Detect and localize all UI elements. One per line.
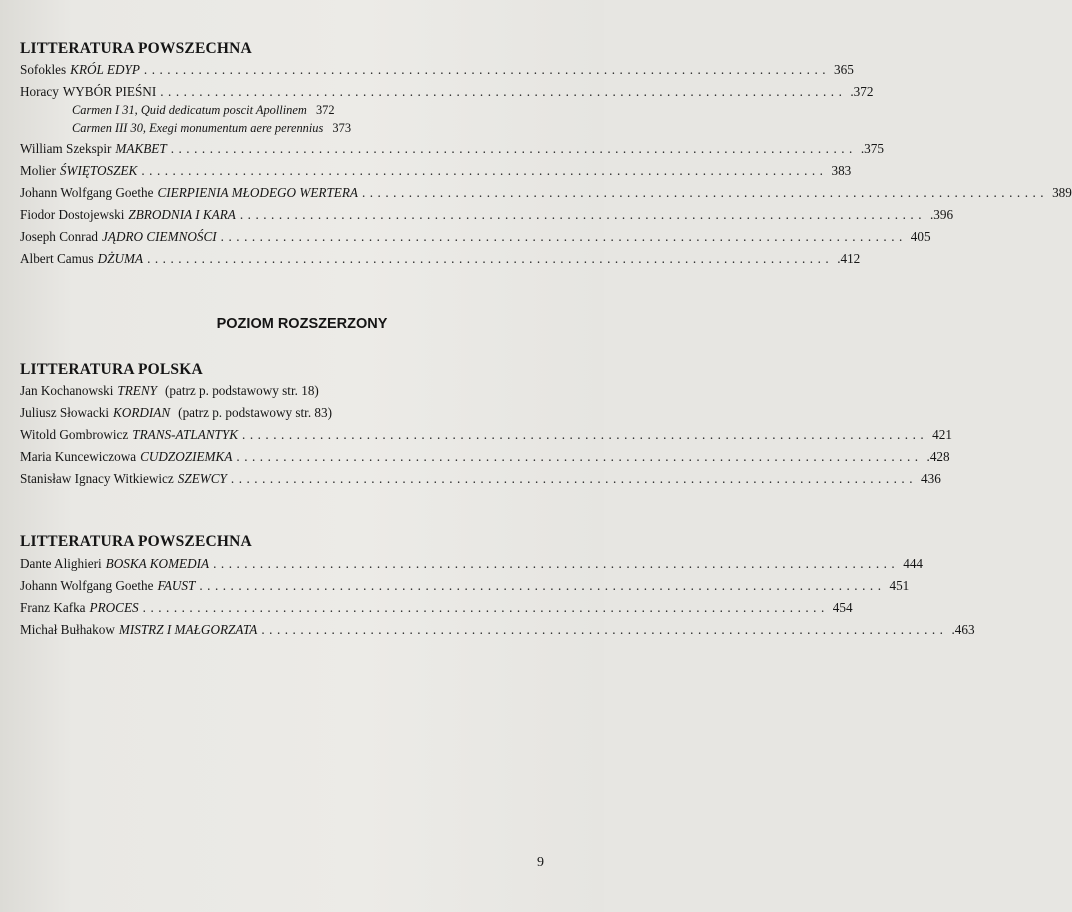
entry-author: Michał Bułhakow [20,622,115,637]
entry-page: 454 [832,600,853,615]
entry-page: 389 [1052,185,1072,200]
subentry-page: 372 [315,103,335,117]
dot-leader: ........................................................................................ [261,622,948,637]
toc-entry [20,383,543,403]
toc-subentry [72,103,335,118]
page-number: 9 [537,855,544,870]
toc-entry [20,405,543,425]
toc-entry [20,62,854,82]
entry-title: MAKBET [115,141,167,156]
dot-leader: ........................................................................................ [170,141,857,156]
toc-subentry [72,121,351,136]
entry-title: TRANS-ATLANTYK [132,427,239,442]
entry-author: Juliusz Słowacki [20,405,110,420]
entry-author: Witold Gombrowicz [20,427,129,442]
entry-page: .428 [926,449,950,464]
toc-entry [20,141,884,161]
toc-entry [20,427,952,447]
entry-author: Horacy [20,84,59,99]
entry-page: 451 [889,578,910,593]
entry-author: William Szekspir [20,141,112,156]
subentry-page: 373 [332,121,352,135]
dot-leader: ........................................................................................ [143,62,831,77]
section-heading-world-literature-extended: LITTERATURA POWSZECHNA [20,533,252,550]
entry-title: JĄDRO CIEMNOŚCI [102,229,217,244]
entry-reference-note: (patrz p. podstawowy str. 18) [164,383,319,398]
subentry-title: Carmen III 30, Exegi monumentum aere perennius [72,121,324,135]
dot-leader: ........................................................................................ [199,578,886,593]
toc-entry [20,163,852,183]
entry-page: .372 [850,84,874,99]
entry-title: FAUST [157,578,196,593]
entry-page: 444 [903,556,923,571]
dot-leader: ........................................................................................ [361,185,1049,200]
entry-title: CIERPIENIA MŁODEGO WERTERA [157,185,358,200]
entry-title: ŚWIĘTOSZEK [59,163,138,178]
section-heading-polish-literature: LITTERATURA POLSKA [20,361,203,378]
entry-title: MISTRZ I MAŁGORZATA [118,622,258,637]
toc-entry [20,449,950,469]
entry-title: CUDZOZIEMKA [140,449,233,464]
entry-title: KRÓL EDYP [70,62,140,77]
subentry-title: Carmen I 31, Quid dedicatum poscit Apollinem [72,103,307,117]
entry-author: Johann Wolfgang Goethe [20,578,154,593]
entry-page: .463 [951,622,975,637]
dot-leader: ........................................................................................ [220,229,907,244]
toc-entry [20,251,861,271]
entry-author: Johann Wolfgang Goethe [20,185,154,200]
entry-author: Dante Alighieri [20,556,102,571]
entry-author: Franz Kafka [20,600,86,615]
dot-leader: ........................................................................................ [230,471,918,486]
entry-title: WYBÓR PIEŚNI [62,84,157,99]
dot-leader: ........................................................................................ [239,207,926,222]
entry-page: 421 [932,427,952,442]
entry-author: Albert Camus [20,251,94,266]
entry-author: Fiodor Dostojewski [20,207,125,222]
dot-leader: ........................................................................................ [142,600,829,615]
toc-entry [20,578,910,598]
entry-page: .396 [929,207,954,222]
dot-leader: ........................................................................................ [213,556,900,571]
entry-author: Maria Kuncewiczowa [20,449,137,464]
entry-page: .375 [860,141,884,156]
entry-page: 436 [921,471,941,486]
entry-author: Sofokles [20,62,67,77]
toc-entry [20,185,1072,205]
dot-leader: ........................................................................................ [160,84,847,99]
toc-entry [20,471,941,491]
section-heading-world-literature: LITTERATURA POWSZECHNA [20,40,252,57]
toc-entry [20,556,923,576]
toc-entry [20,600,853,620]
entry-author: Molier [20,163,56,178]
entry-author: Stanisław Ignacy Witkiewicz [20,471,174,486]
entry-page: 405 [910,229,931,244]
dot-leader: ........................................................................................ [147,251,834,266]
level-heading-extended: POZIOM ROZSZERZONY [216,316,388,332]
entry-page: 365 [834,62,854,77]
dot-leader: ........................................................................................ [242,427,929,442]
dot-leader: ........................................................................................ [141,163,828,178]
toc-entry [20,84,874,104]
entry-title: DŻUMA [97,251,144,266]
entry-title: SZEWCY [177,471,227,486]
entry-reference-note: (patrz p. podstawowy str. 83) [178,405,332,420]
entry-author: Jan Kochanowski [20,383,114,398]
entry-title: BOSKA KOMEDIA [105,556,210,571]
entry-title: TRENY [117,383,157,398]
toc-entry [20,229,931,249]
entry-page: .412 [837,251,861,266]
dot-leader: ........................................................................................ [236,449,923,464]
toc-entry [20,207,954,227]
entry-title: PROCES [89,600,139,615]
entry-title: KORDIAN [113,405,171,420]
entry-page: 383 [831,163,852,178]
entry-author: Joseph Conrad [20,229,99,244]
entry-title: ZBRODNIA I KARA [128,207,236,222]
toc-entry [20,622,975,642]
